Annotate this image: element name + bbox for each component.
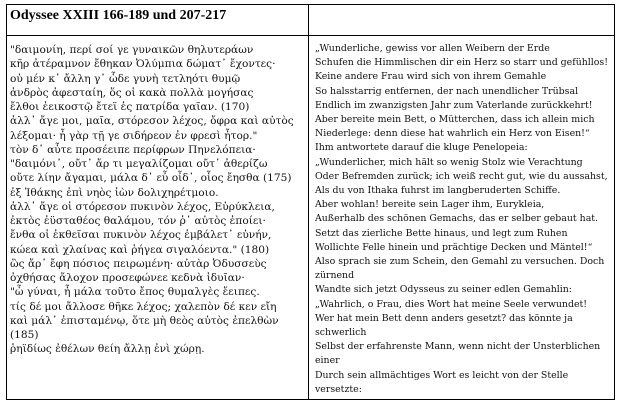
german-verse-line: Ihm antwortete darauf die kluge Penelopeia: xyxy=(315,142,528,154)
german-verse-line: „Wahrlich, o Frau, dies Wort hat meine Seele verwundet! xyxy=(315,298,588,310)
greek-verse-line: ὣς ἄρ᾽ ἔφη πόσιος πειρωμένη· αὐτὰρ Ὀδυσσεὺς xyxy=(10,257,267,270)
german-verse-line: Schufen die Himmlischen dir ein Herz so starr und gefühllos! xyxy=(315,57,608,69)
header-cell-left xyxy=(7,5,309,36)
german-text-block xyxy=(309,36,614,397)
greek-verse-line: ἔνθα οἱ ἐκθεῖσαι πυκινὸν λέχος ἐμβάλετ᾽ εὐνήν, xyxy=(10,229,272,242)
german-verse-line: Also sprach sie zum Schein, den Gemahl zu versuchen. Doch xyxy=(315,256,605,268)
greek-text-cell xyxy=(7,36,309,400)
greek-verse-line: τὸν δ᾽ αὖτε προσέειπε περίφρων Πηνελόπεια· xyxy=(10,143,256,156)
greek-verse-line: "δαιμόνι᾽, οὔτ᾽ ἄρ τι μεγαλίζομαι οὔτ᾽ ἀθερίζω xyxy=(10,158,268,170)
german-verse-line: Niederlege: denn diese hat wahrlich ein Herz von Eisen!“ xyxy=(315,128,590,140)
greek-verse-line: ἐξ Ἰθάκης ἐπὶ νηὸς ἰὼν δολιχηρέτμοιο. xyxy=(10,186,219,199)
german-verse-line: Wer hat mein Bett denn anders gesetzt? das könnte ja xyxy=(315,312,573,324)
german-verse-line: zürnend xyxy=(315,270,355,282)
german-verse-line: Setzt das zierliche Bette hinaus, und legt zum Ruhen xyxy=(315,227,568,239)
greek-verse-line: τίς δέ μοι ἄλλοσε θῆκε λέχος; χαλεπὸν δέ κεν εἴη xyxy=(10,300,277,313)
translation-table xyxy=(6,4,615,400)
greek-verse-line: "δαιμονίη, περί σοί γε γυναικῶν θηλυτεράων xyxy=(10,44,254,56)
greek-verse-line: κῆρ ἀτέραμνον ἔθηκαν Ὀλύμπια δώματ᾽ ἔχοντες· xyxy=(10,58,276,71)
german-verse-line: Als du von Ithaka fuhrst im langberuderten Schiffe. xyxy=(315,185,561,197)
german-verse-line: Aber bereite mein Bett, o Mütterchen, dass ich allein mich xyxy=(315,114,595,126)
header-row xyxy=(7,5,615,36)
german-verse-line: „Wunderlicher, mich hält so wenig Stolz wie Verachtung xyxy=(315,156,583,168)
greek-verse-line: ἔλθοι ἐεικοστῷ ἔτεϊ ἐς πατρίδα γαῖαν. (170) xyxy=(10,101,250,113)
header-right-text xyxy=(309,5,614,8)
german-text-cell xyxy=(309,36,615,400)
german-verse-line: Selbst der erfahrenste Mann, wenn nicht der Unsterblichen xyxy=(315,341,601,353)
greek-verse-line: ὀχθήσας ἄλοχον προσεφώνεε κεδνὰ ἰδυῖαν· xyxy=(10,272,245,284)
greek-verse-line: ἀνδρὸς ἀφεσταίη, ὅς οἱ κακὰ πολλὰ μογήσας xyxy=(10,86,254,99)
german-verse-line: Wollichte Felle hinein und prächtige Decken und Mäntel!“ xyxy=(315,241,593,253)
greek-verse-line: οὐ μέν κ᾽ ἄλλη γ᾽ ὧδε γυνὴ τετληότι θυμῷ xyxy=(10,72,241,85)
german-verse-line: Außerhalb des schönen Gemachs, das er selber gebaut hat. xyxy=(315,213,599,225)
greek-verse-line: λέξομαι· ἦ γὰρ τῇ γε σιδήρεον ἐν φρεσὶ ἦτορ." xyxy=(10,129,258,142)
german-verse-line: Wandte sich jetzt Odysseus zu seiner edlen Gemahlin: xyxy=(315,284,572,296)
greek-verse-line: οὔτε λίην ἄγαμαι, μάλα δ᾽ εὖ οἶδ᾽, οἷος ἔησθα (175) xyxy=(10,172,292,185)
greek-verse-line: ἀλλ᾽ ἄγε μοι, μαῖα, στόρεσον λέχος, ὄφρα καὶ αὐτὸς xyxy=(10,115,294,128)
table-title: Odyssee XXIII 166-189 und 207-217 xyxy=(10,8,227,23)
body-row xyxy=(7,36,615,400)
german-verse-line: Endlich im zwanzigsten Jahr zum Vaterlande zurückkehrt! xyxy=(315,99,593,111)
greek-verse-line: καὶ μάλ᾽ ἐπισταμένῳ, ὅτε μὴ θεὸς αὐτὸς ἐπελθὼν xyxy=(10,314,279,327)
german-verse-line: Keine andere Frau wird sich von ihrem Gemahle xyxy=(315,71,547,83)
german-verse-line: Durch sein allmächtiges Wort es leicht von der Stelle xyxy=(315,369,569,381)
german-verse-line: einer xyxy=(315,355,340,367)
german-verse-line: So halsstarrig entfernen, der nach unendlicher Trübsal xyxy=(315,85,579,97)
greek-verse-line: "ὦ γύναι, ἦ μάλα τοῦτο ἔπος θυμαλγὲς ἔειπες. xyxy=(10,286,260,299)
header-cell-right xyxy=(309,5,615,36)
greek-text-block xyxy=(7,36,308,357)
german-verse-line: Aber wohlan! bereite sein Lager ihm, Eurykleia, xyxy=(315,199,545,211)
greek-verse-line: ἐκτὸς ἐϋσταθέος θαλάμου, τόν ῥ᾽ αὐτὸς ἐποίει· xyxy=(10,215,266,227)
german-verse-line: schwerlich xyxy=(315,327,367,339)
german-verse-line: „Wunderliche, gewiss vor allen Weibern der Erde xyxy=(315,43,550,54)
greek-verse-line: (185) xyxy=(10,329,39,341)
greek-verse-line: ἀλλ᾽ ἄγε οἱ στόρεσον πυκινὸν λέχος, Εὐρύκλεια, xyxy=(10,200,275,213)
german-verse-line: versetzte: xyxy=(315,383,362,395)
greek-verse-line: ῥηϊδίως ἐθέλων θείη ἄλλῃ ἐνὶ χώρῃ. xyxy=(10,343,205,356)
greek-verse-line: κώεα καὶ χλαίνας καὶ ῥήγεα σιγαλόεντα." (180) xyxy=(10,243,270,256)
german-verse-line: Oder Befremden zurück; ich weiß recht gut, wie du aussahst, xyxy=(315,170,608,182)
